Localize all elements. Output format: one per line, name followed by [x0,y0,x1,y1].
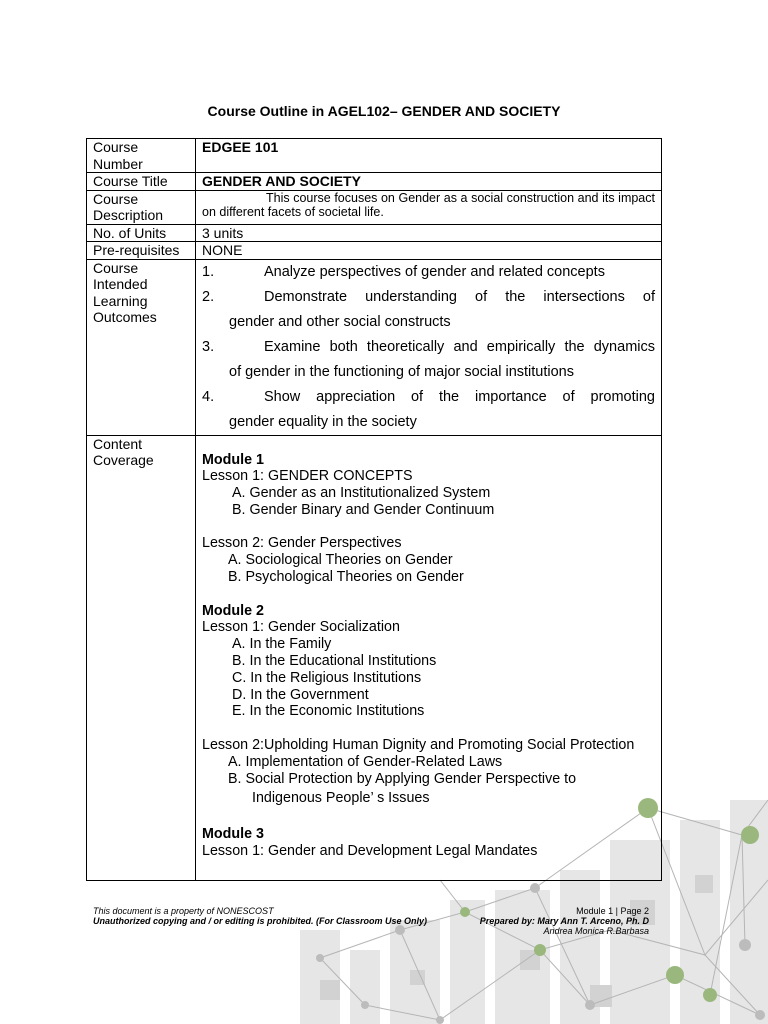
course-outline-table [86,138,662,881]
module-2-lesson-1: Lesson 1: Gender Socialization [202,619,400,636]
module-2-lesson-2-item-b-continued: Indigenous People’ s Issues [252,790,430,807]
units-row [87,224,662,242]
content-coverage-row [87,435,662,880]
learning-outcomes-row [87,259,662,435]
outcome-number: 1. [202,263,215,280]
module-2-title: Module 2 [202,602,264,619]
course-description-label: Course Description [87,190,196,224]
content-coverage-label: Content Coverage [87,435,196,880]
module-2-lesson-1-item-d: D. In the Government [232,686,369,703]
footer-property-notice: This document is a property of NONESCOST [93,906,274,916]
footer-copyright-notice: Unauthorized copying and / or editing is prohibited. (For Classroom Use Only) [93,916,428,926]
learning-outcome-item [202,385,655,435]
module-2-lesson-1-item-a: A. In the Family [232,636,332,653]
module-2-lesson-1-item-b: B. In the Educational Institutions [232,653,437,670]
course-number-row [87,139,662,173]
course-description-value [196,190,662,224]
footer-right [480,906,649,936]
outcome-number: 2. [202,288,215,305]
module-1-lesson-2: Lesson 2: Gender Perspectives [202,535,402,552]
footer-page-number: Module 1 | Page 2 [576,906,649,916]
module-3-title: Module 3 [202,826,264,843]
outcome-text-continued: gender equality in the society [229,413,417,430]
course-description-text: This course focuses on Gender as a social construction and its impact on different facets of societal life. [202,190,655,219]
module-1-lesson-2-item-b: B. Psychological Theories on Gender [228,569,464,586]
footer-left [93,906,427,926]
module-2-lesson-2-item-a: A. Implementation of Gender-Related Laws [228,753,503,770]
outcome-text: Examine both theoretically and empirically the dynamics [264,338,655,355]
outcome-text: Show appreciation of the importance of promoting [264,388,655,405]
content-coverage-value [196,435,662,880]
outcome-text-continued: of gender in the functioning of major social institutions [229,363,574,380]
course-number-value: EDGEE 101 [196,139,662,173]
module-1-lesson-2-item-a: A. Sociological Theories on Gender [228,552,453,569]
module-1-lesson-1: Lesson 1: GENDER CONCEPTS [202,468,413,485]
prerequisites-value: NONE [196,242,662,260]
footer-prepared-by: Prepared by: Mary Ann T. Arceno, Ph. D [479,916,649,926]
module-1-lesson-1-item-a: A. Gender as an Institutionalized System [232,485,491,502]
learning-outcome-item [202,335,655,385]
course-description-row [87,190,662,224]
footer-coauthor: Andrea Monica R.Barbasa [543,926,649,936]
module-1-title: Module 1 [202,451,264,468]
prerequisites-label: Pre-requisites [87,242,196,260]
learning-outcomes-label: Course Intended Learning Outcomes [87,259,196,435]
outcome-text: Demonstrate understanding of the intersections of [264,288,655,305]
outcome-text-continued: gender and other social constructs [229,313,451,330]
module-3-lesson-1: Lesson 1: Gender and Development Legal Mandates [202,843,538,860]
units-value: 3 units [196,224,662,242]
outcome-number: 3. [202,338,215,355]
module-2-lesson-2-item-b: B. Social Protection by Applying Gender Perspective to [228,770,577,787]
module-2-lesson-1-item-c: C. In the Religious Institutions [232,669,422,686]
prerequisites-row [87,242,662,260]
module-1-lesson-1-item-b: B. Gender Binary and Gender Continuum [232,501,495,518]
document-title: Course Outline in AGEL102– GENDER AND SOCIETY [207,103,561,119]
outcome-text: Analyze perspectives of gender and related concepts [264,263,605,280]
outcome-number: 4. [202,388,215,405]
course-title-label: Course Title [87,173,196,191]
module-2-lesson-1-item-e: E. In the Economic Institutions [232,703,425,720]
learning-outcomes-value [196,259,662,435]
module-2-lesson-2: Lesson 2:Upholding Human Dignity and Promoting Social Protection [202,737,635,754]
course-title-value: GENDER AND SOCIETY [196,173,662,191]
units-label: No. of Units [87,224,196,242]
course-number-label: Course Number [87,139,196,173]
course-title-row [87,173,662,191]
learning-outcomes-list [202,260,655,435]
learning-outcome-item [202,285,655,335]
learning-outcome-item [202,260,655,285]
